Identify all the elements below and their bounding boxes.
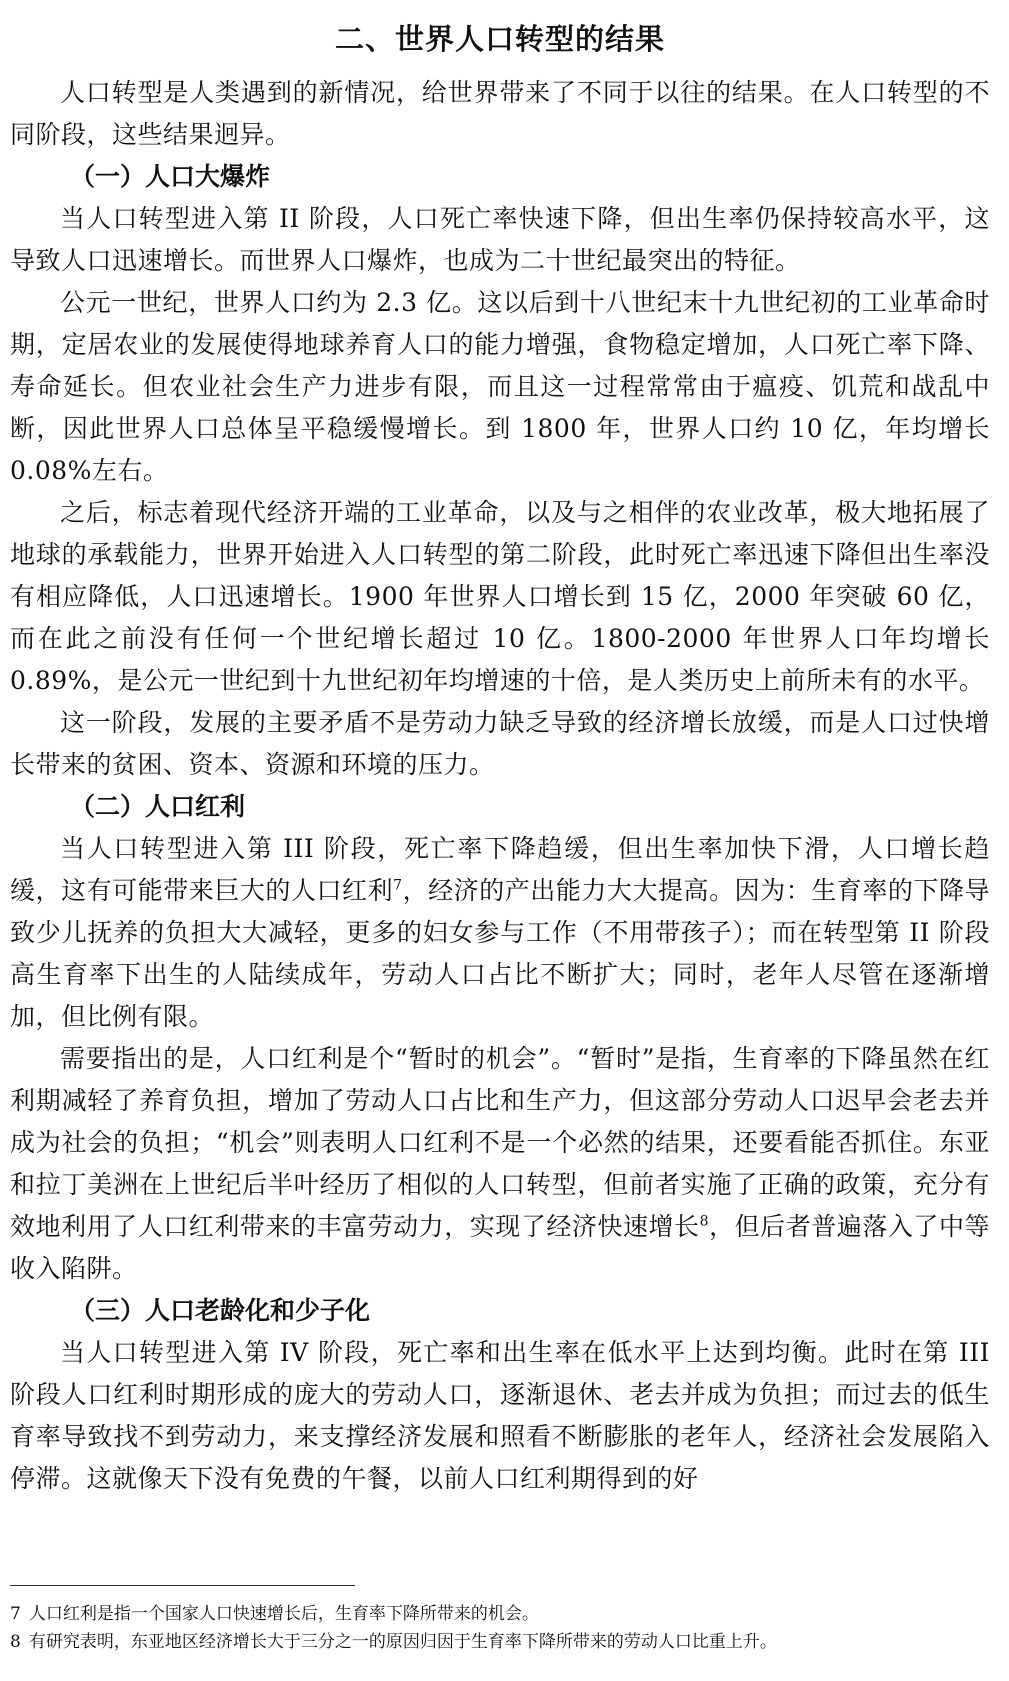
- intro-paragraph: 人口转型是人类遇到的新情况，给世界带来了不同于以往的结果。在人口转型的不同阶段，这些结果迥异。: [10, 78, 990, 149]
- body-paragraph: 公元一世纪，世界人口约为 2.3 亿。这以后到十八世纪末十九世纪初的工业革命时期，定居农业的发展使得地球养育人口的能力增强，食物稳定增加，人口死亡率下降、寿命延长。但农业社会生产力进步有限，而且这一过程常常由于瘟疫、饥荒和战乱中断，因此世界人口总体呈平稳缓慢增长。到 1800 年，世界人口约 10 亿，年均增长 0.08%左右。: [10, 288, 990, 485]
- footnote-text: 人口红利是指一个国家人口快速增长后，生育率下降所带来的机会。: [28, 1604, 539, 1624]
- body-paragraph: 当人口转型进入第 II 阶段，人口死亡率快速下降，但出生率仍保持较高水平，这导致人口迅速增长。而世界人口爆炸，也成为二十世纪最突出的特征。: [10, 204, 990, 275]
- footnote-8: [10, 1628, 990, 1656]
- body-paragraph: [10, 828, 990, 1038]
- body-paragraph: [10, 1038, 990, 1290]
- page-title: 二、世界人口转型的结果: [334, 22, 665, 56]
- paragraph-text: 需要指出的是，人口红利是个“暂时的机会”。“暂时”是指，生育率的下降虽然在红利期减轻了养育负担，增加了劳动人口占比和生产力，但这部分劳动人口迟早会老去并成为社会的负担；“机会”则表明人口红利不是一个必然的结果，还要看能否抓住。东亚和拉丁美洲在上世纪后半叶经历了相似的人口转型，但前者实施了正确的政策，充分有效地利用了人口红利带来的丰富劳动力，实现了经济快速增长: [10, 1044, 990, 1241]
- footnote-number: 8: [10, 1632, 21, 1652]
- footnote-ref-7[interactable]: 7: [393, 877, 403, 894]
- footnote-ref-8[interactable]: 8: [699, 1213, 710, 1230]
- footnotes: [10, 1585, 990, 1656]
- footnote-number: 7: [10, 1604, 21, 1624]
- footnote-divider: [10, 1585, 355, 1586]
- section-heading-population-explosion: （一）人口大爆炸: [70, 162, 271, 191]
- section-heading-aging: （三）人口老龄化和少子化: [70, 1296, 371, 1325]
- paragraph-text: ，但后者普遍落入了中等收入陷阱。: [10, 1212, 990, 1283]
- document-page: [10, 0, 990, 1500]
- body-paragraph: 当人口转型进入第 IV 阶段，死亡率和出生率在低水平上达到均衡。此时在第 III 阶段人口红利时期形成的庞大的劳动人口，逐渐退休、老去并成为负担；而过去的低生育率导致找不到劳动力，来支撑经济发展和照看不断膨胀的老年人，经济社会发展陷入停滞。这就像天下没有免费的午餐，以前人口红利期得到的好: [10, 1338, 990, 1493]
- footnote-7: [10, 1600, 990, 1628]
- paragraph-text: 当人口转型进入第 III 阶段，死亡率下降趋缓，但出生率加快下滑，人口增长趋缓，这有可能带来巨大的人口红利: [10, 834, 990, 905]
- footnote-text: 有研究表明，东亚地区经济增长大于三分之一的原因归因于生育率下降所带来的劳动人口比重上升。: [28, 1632, 777, 1652]
- body-paragraph: 这一阶段，发展的主要矛盾不是劳动力缺乏导致的经济增长放缓，而是人口过快增长带来的贫困、资本、资源和环境的压力。: [10, 708, 990, 779]
- paragraph-text: ，经济的产出能力大大提高。因为：生育率的下降导致少儿抚养的负担大大减轻，更多的妇女参与工作（不用带孩子）；而在转型第 II 阶段高生育率下出生的人陆续成年，劳动人口占比不断扩大；同时，老年人尽管在逐渐增加，但比例有限。: [10, 876, 990, 1031]
- body-paragraph: 之后，标志着现代经济开端的工业革命，以及与之相伴的农业改革，极大地拓展了地球的承载能力，世界开始进入人口转型的第二阶段，此时死亡率迅速下降但出生率没有相应降低，人口迅速增长。1900 年世界人口增长到 15 亿，2000 年突破 60 亿，而在此之前没有任何一个世纪增长超过 10 亿。1800-2000 年世界人口年均增长 0.89%，是公元一世纪到十九世纪初年均增速的十倍，是人类历史上前所未有的水平。: [10, 498, 990, 695]
- section-heading-demographic-dividend: （二）人口红利: [70, 792, 246, 821]
